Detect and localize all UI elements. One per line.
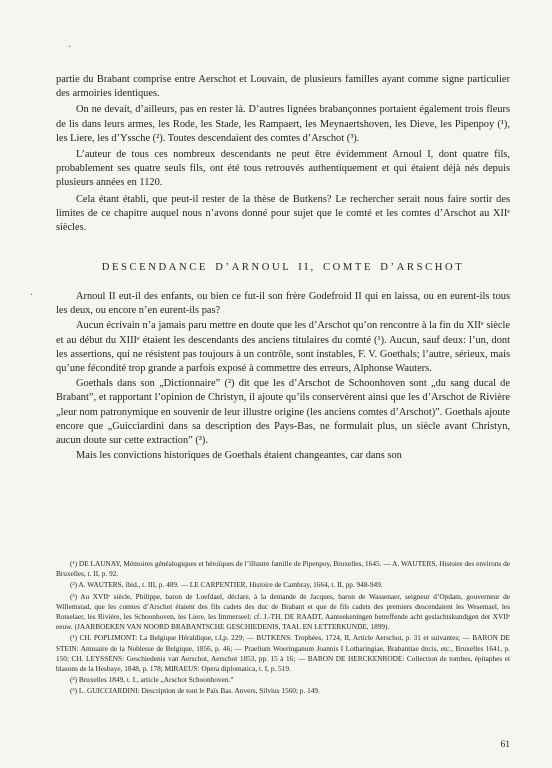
footnote: (³) Au XVIIᵉ siècle, Philippe, baron de Loefdael, déclare, à la demande de Jacques, baron de Wassenaer, seigneur d’Opdam, gouverneur de Willemstad, que les comtes d’Arschot étaient des fils cadets des duc de Brabant et que de fils cadets des premiers descendaient les Wesemael, les Rotselaer, les Rivière, les Schoonhoven, les Liere, les Immerseel; cf. J.-TH. DE RAADT, Aanteekeningen betreffende acht geslachtskundigen der XVIIᵉ eeuw. (JAARBOEKEN VAN NOORD BRABANTSCHE GESCHIEDENIS, TAAL EN LETTERKUNDE, 1899). bbox=[56, 591, 510, 632]
paragraph: Cela étant établi, que peut-il rester de la thèse de Butkens? Le rechercher serait nous faire sortir des limites de ce chapitre auquel nous n’avons donné pour sujet que le comté et les comtes d’Arschot au XIIᵉ siècles. bbox=[56, 193, 510, 234]
paragraph: On ne devait, d’ailleurs, pas en rester là. D’autres lignées brabançonnes portaient également trois fleurs de lis dans leurs armes, les Rode, les Stade, les Rampaert, les Meynaertshoven, les Dieve, les Pipenpoy (¹), les Liere, les d’Yssche (²). Toutes descendaient des comtes d’Arschot (³). bbox=[56, 104, 510, 144]
section-heading: DESCENDANCE D’ARNOUL II, COMTE D’ARSCHOT bbox=[101, 262, 465, 273]
footnote: (¹) CH. POPLIMONT: La Belgique Héraldique, t.I,p. 229; — BUTKENS: Trophées, 1724, II, Article Aerschot, p. 31 et suivantes; — BARON DE STEIN: Annuaire de la Noblesse de Belgique, 1856, p. 46; — Praelium Woeringanum Joannis I Lotharingiae, Brabantiae ducis, etc., Bruxelles 1641, p. 150; CH. LEYSSENS: Geschiedenis van Aerschot, Aerschot 1853, pp. 15 à 16; — BARON DE HERCKENRODE: Collection de tombes, épitaphes et blasons de la Hesbaye, 1848, p. 178; MIRAEUS: Opera diplomatica, t. I, p. 519. bbox=[56, 633, 510, 674]
paragraph: Mais les convictions historiques de Goethals étaient changeantes, car dans son bbox=[76, 450, 402, 462]
section-text bbox=[56, 290, 510, 464]
paragraph: Arnoul II eut-il des enfants, ou bien ce fut-il son frère Godefroid II qui en laissa, ou en eurent-ils tous les deux, ou encore n’en eurent-ils pas? bbox=[56, 291, 510, 317]
paragraph: partie du Brabant comprise entre Aerschot et Louvain, de plusieurs familles ayant comme signe particulier des armoiries identiques. bbox=[56, 74, 510, 100]
footnote: (²) Bruxelles 1849, t. I., article „Arschot Schoonhoven.” bbox=[70, 675, 234, 685]
footnote: (¹) DE LAUNAY, Mémoires généalogiques et héroïques de l’illustre famille de Pipenpoy, Bruxelles, 1645. — A. WAUTERS, Histoire des environs de Bruxelles, t. II, p. 92. bbox=[56, 559, 510, 579]
page-number: 61 bbox=[500, 740, 510, 750]
document-page bbox=[56, 0, 510, 768]
margin-dot: · bbox=[30, 290, 34, 301]
paragraph: L’auteur de tous ces nombreux descendants ne peut être évidemment Arnoul I, dont quatre fils, probablement ses quatre seuls fils, ont été tous retrouvés authentiquement et qui étaient déjà nés depuis plusieurs années en 1120. bbox=[56, 149, 510, 189]
paragraph: Goethals dans son „Dictionnaire” (²) dit que les d’Arschot de Schoonhoven sont „du sang ducal de Brabant”, et rapportant l’opinion de Christyn, il ajoute qu’ils conservèrent ainsi que les d’Arschot de Rivière „leur nom patronymique en souvenir de leur illustre origine (les anciens comtes d’Arschot)”. Goethals ajoute encore que „Guicciardini dans sa description des Pays-Bas, ne formulait plus, un siècle avant Christyn, aucun doute sur cette extraction” (³). bbox=[56, 378, 510, 447]
footnote: (²) A. WAUTERS, ibid., t. III, p. 489. — LE CARPENTIER, Histoire de Cambray, 1664, t. II, pp. 948-949. bbox=[70, 580, 383, 590]
paragraph: Aucun écrivain n’a jamais paru mettre en doute que les d’Arschot qu’on rencontre à la fin du XIIᵉ siècle et au début du XIIIᵉ étaient les descendants des anciens titulaires du comté (¹). Aucun, sauf deux: l’un, dont les assertions, qui ne résistent pas toujours à un contrôle, sont instables, F. V. Goethals; l’autre, sérieux, mais qu’une fécondité trop grande a parfois exposé à commettre des erreurs, Alphonse Wauters. bbox=[56, 320, 510, 375]
margin-dot: · bbox=[68, 42, 72, 53]
footnotes bbox=[56, 559, 510, 698]
footnote: (³) L. GUICCIARDINI: Description de tout le Païs Bas. Anvers, Silvius 1560; p. 149. bbox=[70, 686, 320, 696]
intro-text bbox=[56, 73, 510, 237]
